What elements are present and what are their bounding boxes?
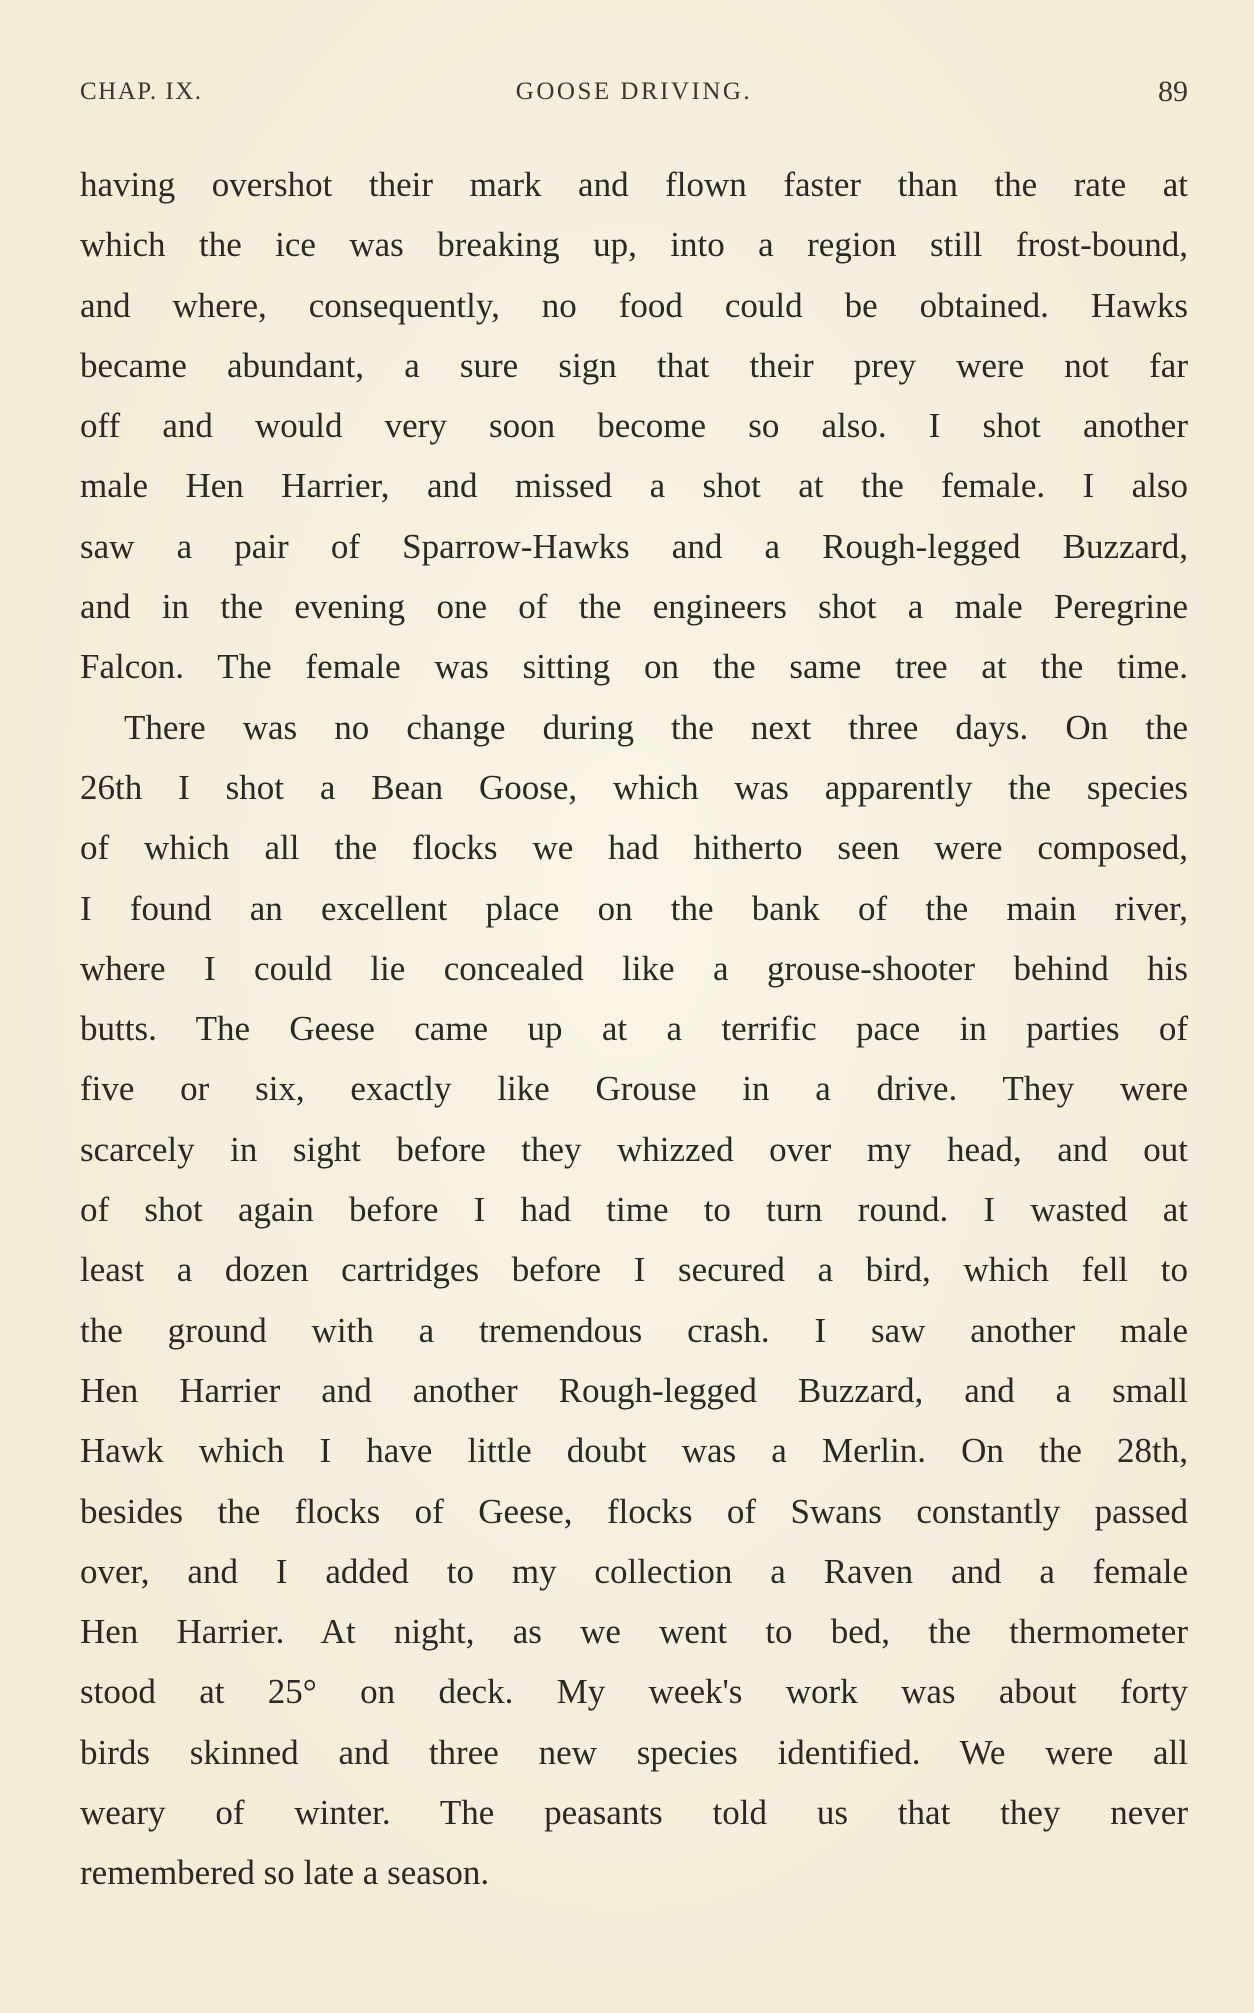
text-line: off and would very soon become so also. I shot another [80,406,1188,446]
text-line: There was no change during the next three days. On the [124,707,1188,747]
page-number: 89 [1158,75,1188,108]
text-line: weary of winter. The peasants told us that they never [80,1793,1188,1833]
running-header [80,75,1188,118]
text-line: Hen Harrier and another Rough-legged Buzzard, and a small [80,1370,1188,1410]
text-line: over, and I added to my collection a Raven and a female [80,1551,1188,1591]
text-line: five or six, exactly like Grouse in a drive. They were [80,1069,1188,1109]
text-line: I found an excellent place on the bank of the main river, [80,888,1188,928]
body-text [80,155,1188,1904]
text-line: of which all the flocks we had hitherto seen were composed, [80,828,1188,868]
text-line: stood at 25° on deck. My week's work was about forty [80,1672,1188,1712]
chapter-title: GOOSE DRIVING. [515,78,753,105]
text-line: least a dozen cartridges before I secured a bird, which fell to [80,1250,1188,1290]
text-line: butts. The Geese came up at a terrific pace in parties of [80,1009,1188,1049]
text-line: Hen Harrier. At night, as we went to bed, the thermometer [80,1612,1188,1652]
text-line: remembered so late a season. [80,1853,490,1893]
text-line: and in the evening one of the engineers shot a male Peregrine [80,587,1188,627]
text-line: the ground with a tremendous crash. I saw another male [80,1310,1188,1350]
text-line: male Hen Harrier, and missed a shot at the female. I also [80,466,1188,506]
text-line: where I could lie concealed like a grouse-shooter behind his [80,948,1188,988]
text-line: of shot again before I had time to turn round. I wasted at [80,1190,1188,1230]
text-line: Hawk which I have little doubt was a Merlin. On the 28th, [80,1431,1188,1471]
text-line: birds skinned and three new species identified. We were all [80,1732,1188,1772]
text-line: 26th I shot a Bean Goose, which was apparently the species [80,767,1188,807]
text-line: and where, consequently, no food could be obtained. Hawks [80,285,1188,325]
text-line: which the ice was breaking up, into a region still frost-bound, [80,225,1188,265]
text-line: saw a pair of Sparrow-Hawks and a Rough-legged Buzzard, [80,526,1188,566]
text-line: Falcon. The female was sitting on the same tree at the time. [80,647,1188,687]
chapter-label: CHAP. IX. [80,78,203,105]
text-line: having overshot their mark and flown faster than the rate at [80,165,1188,204]
text-line: besides the flocks of Geese, flocks of Swans constantly passed [80,1491,1188,1531]
text-line: became abundant, a sure sign that their prey were not far [80,345,1188,385]
text-line: scarcely in sight before they whizzed over my head, and out [80,1129,1188,1169]
